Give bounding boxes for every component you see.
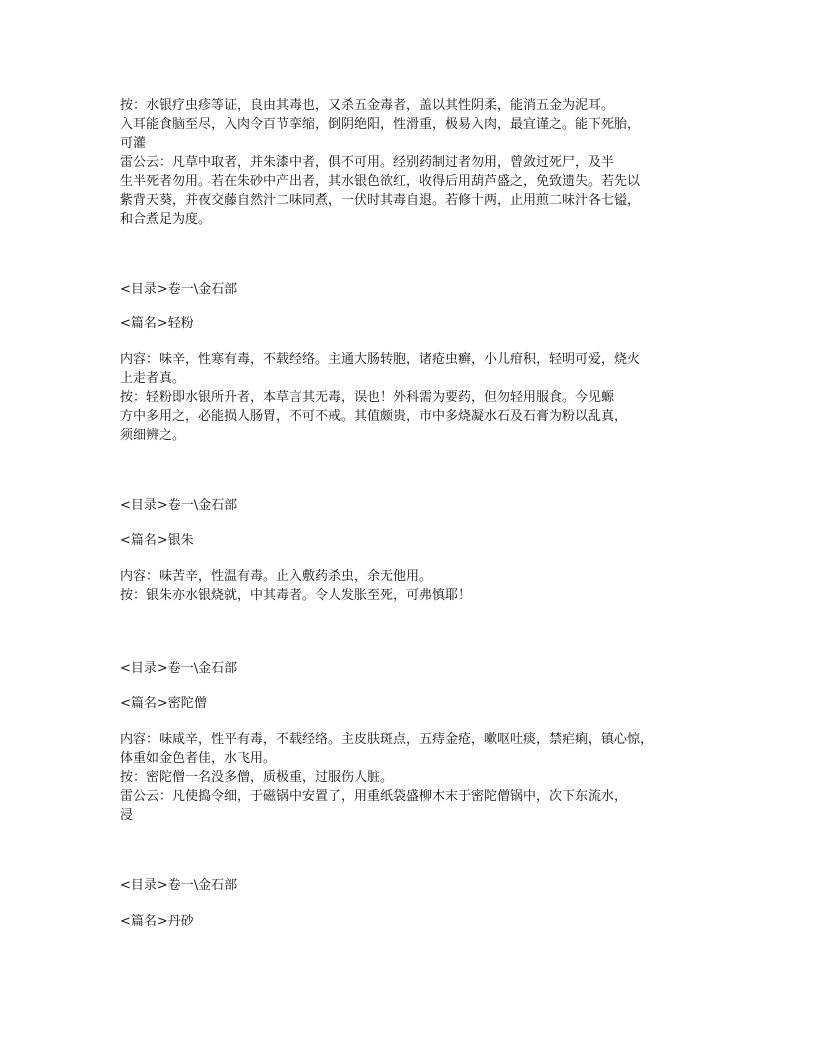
text-line: 按：轻粉即水银所升者，本草言其无毒，误也！外科需为要药，但勿轻用服食。今见螈: [120, 390, 615, 405]
text-line: 浸: [120, 808, 134, 823]
text-line: 须细辨之。: [120, 428, 186, 443]
catalog-heading: <目录>卷一\金石部: [120, 661, 238, 676]
text-line: 紫背天葵，并夜交藤自然汁二味同煮，一伏时其毒自退。若修十两，止用煎二味汁各七镒，: [120, 193, 641, 208]
text-line: 内容：味咸辛，性平有毒，不载经络。主皮肤斑点，五痔金疮，嗽呕吐痰，禁疟痢，镇心惊，: [120, 732, 654, 747]
section-title: <篇名>密陀僧: [120, 696, 207, 711]
section-title: <篇名>轻粉: [120, 316, 194, 331]
text-line: 入耳能食脑至尽，入肉令百节挛缩，倒阴绝阳，性滑重，极易入肉，最宜谨之。能下死胎，: [120, 117, 641, 132]
text-line: 雷公云：凡使捣令细，于磁锅中安置了，用重纸袋盛柳木末于密陀僧锅中，次下东流水，: [120, 789, 628, 804]
catalog-heading: <目录>卷一\金石部: [120, 878, 238, 893]
text-line: 上走者真。: [120, 371, 186, 386]
text-line: 生半死者勿用。若在朱砂中产出者，其水银色欲红，收得后用葫芦盛之，免致遗失。若先以: [120, 174, 641, 189]
text-line: 体重如金色者佳，水飞用。: [120, 751, 277, 766]
text-line: 按：银朱亦水银烧就，中其毒者。令人发胀至死，可弗慎耶！: [120, 588, 472, 603]
catalog-heading: <目录>卷一\金石部: [120, 282, 238, 297]
section-title: <篇名>丹砂: [120, 914, 194, 929]
text-line: 可灌: [120, 136, 147, 151]
catalog-heading: <目录>卷一\金石部: [120, 498, 238, 513]
text-line: 按：密陀僧一名没多僧，质极重，过服伤人脏。: [120, 770, 394, 785]
text-line: 雷公云：凡草中取者，并朱漆中者，俱不可用。经别药制过者勿用，曾敛过死尸，及半: [120, 155, 615, 170]
section-title: <篇名>银朱: [120, 533, 194, 548]
text-line: 内容：味苦辛，性温有毒。止入敷药杀虫，余无他用。: [120, 569, 433, 584]
text-line: 方中多用之，必能损人肠胃，不可不戒。其值颇贵，市中多烧凝水石及石膏为粉以乱真，: [120, 409, 628, 424]
text-line: 按：水银疗虫疹等证，良由其毒也，又杀五金毒者，盖以其性阴柔，能消五金为泥耳。: [120, 98, 615, 113]
text-line: 内容：味辛，性寒有毒，不载经络。主通大肠转胞，诸疮虫癣，小儿疳积，轻明可爱，烧火: [120, 352, 641, 367]
text-line: 和合煮足为度。: [120, 212, 212, 227]
